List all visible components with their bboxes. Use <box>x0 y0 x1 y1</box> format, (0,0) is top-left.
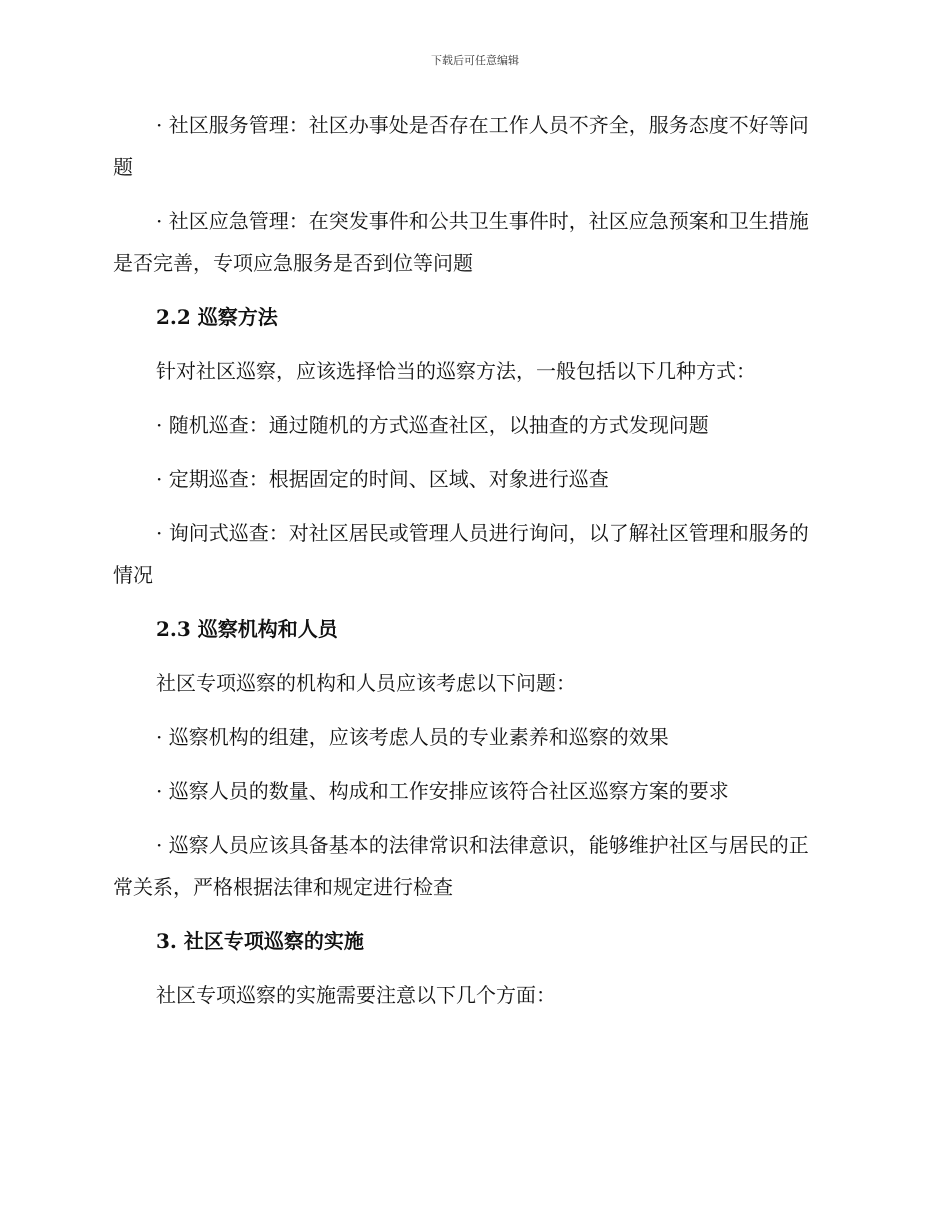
bullet-service-management: · 社区服务管理：社区办事处是否存在工作人员不齐全，服务态度不好等问题 <box>113 113 809 179</box>
bullet-inquiry-inspection: · 询问式巡查：对社区居民或管理人员进行询问，以了解社区管理和服务的情况 <box>113 521 809 587</box>
methods-intro-paragraph: 针对社区巡察，应该选择恰当的巡察方法，一般包括以下几种方式： <box>156 359 756 383</box>
bullet-periodic-inspection: · 定期巡查：根据固定的时间、区域、对象进行巡查 <box>156 467 609 491</box>
agency-intro-paragraph: 社区专项巡察的机构和人员应该考虑以下问题： <box>156 671 576 695</box>
page-header-note: 下载后可任意编辑 <box>431 54 519 67</box>
document-body <box>113 104 825 1028</box>
bullet-random-inspection: · 随机巡查：通过随机的方式巡查社区，以抽查的方式发现问题 <box>156 413 709 437</box>
implementation-intro-paragraph: 社区专项巡察的实施需要注意以下几个方面： <box>156 983 556 1007</box>
bullet-emergency-management: · 社区应急管理：在突发事件和公共卫生事件时，社区应急预案和卫生措施是否完善，专项应急服务是否到位等问题 <box>113 209 809 275</box>
bullet-staff-legal-awareness: · 巡察人员应该具备基本的法律常识和法律意识，能够维护社区与居民的正常关系，严格根据法律和规定进行检查 <box>113 833 809 899</box>
section-heading-inspection-agency: 2.3 巡察机构和人员 <box>156 617 338 641</box>
section-heading-implementation: 3. 社区专项巡察的实施 <box>156 929 364 953</box>
bullet-staff-arrangement: · 巡察人员的数量、构成和工作安排应该符合社区巡察方案的要求 <box>156 779 729 803</box>
bullet-agency-formation: · 巡察机构的组建，应该考虑人员的专业素养和巡察的效果 <box>156 725 669 749</box>
section-heading-inspection-methods: 2.2 巡察方法 <box>156 305 278 329</box>
